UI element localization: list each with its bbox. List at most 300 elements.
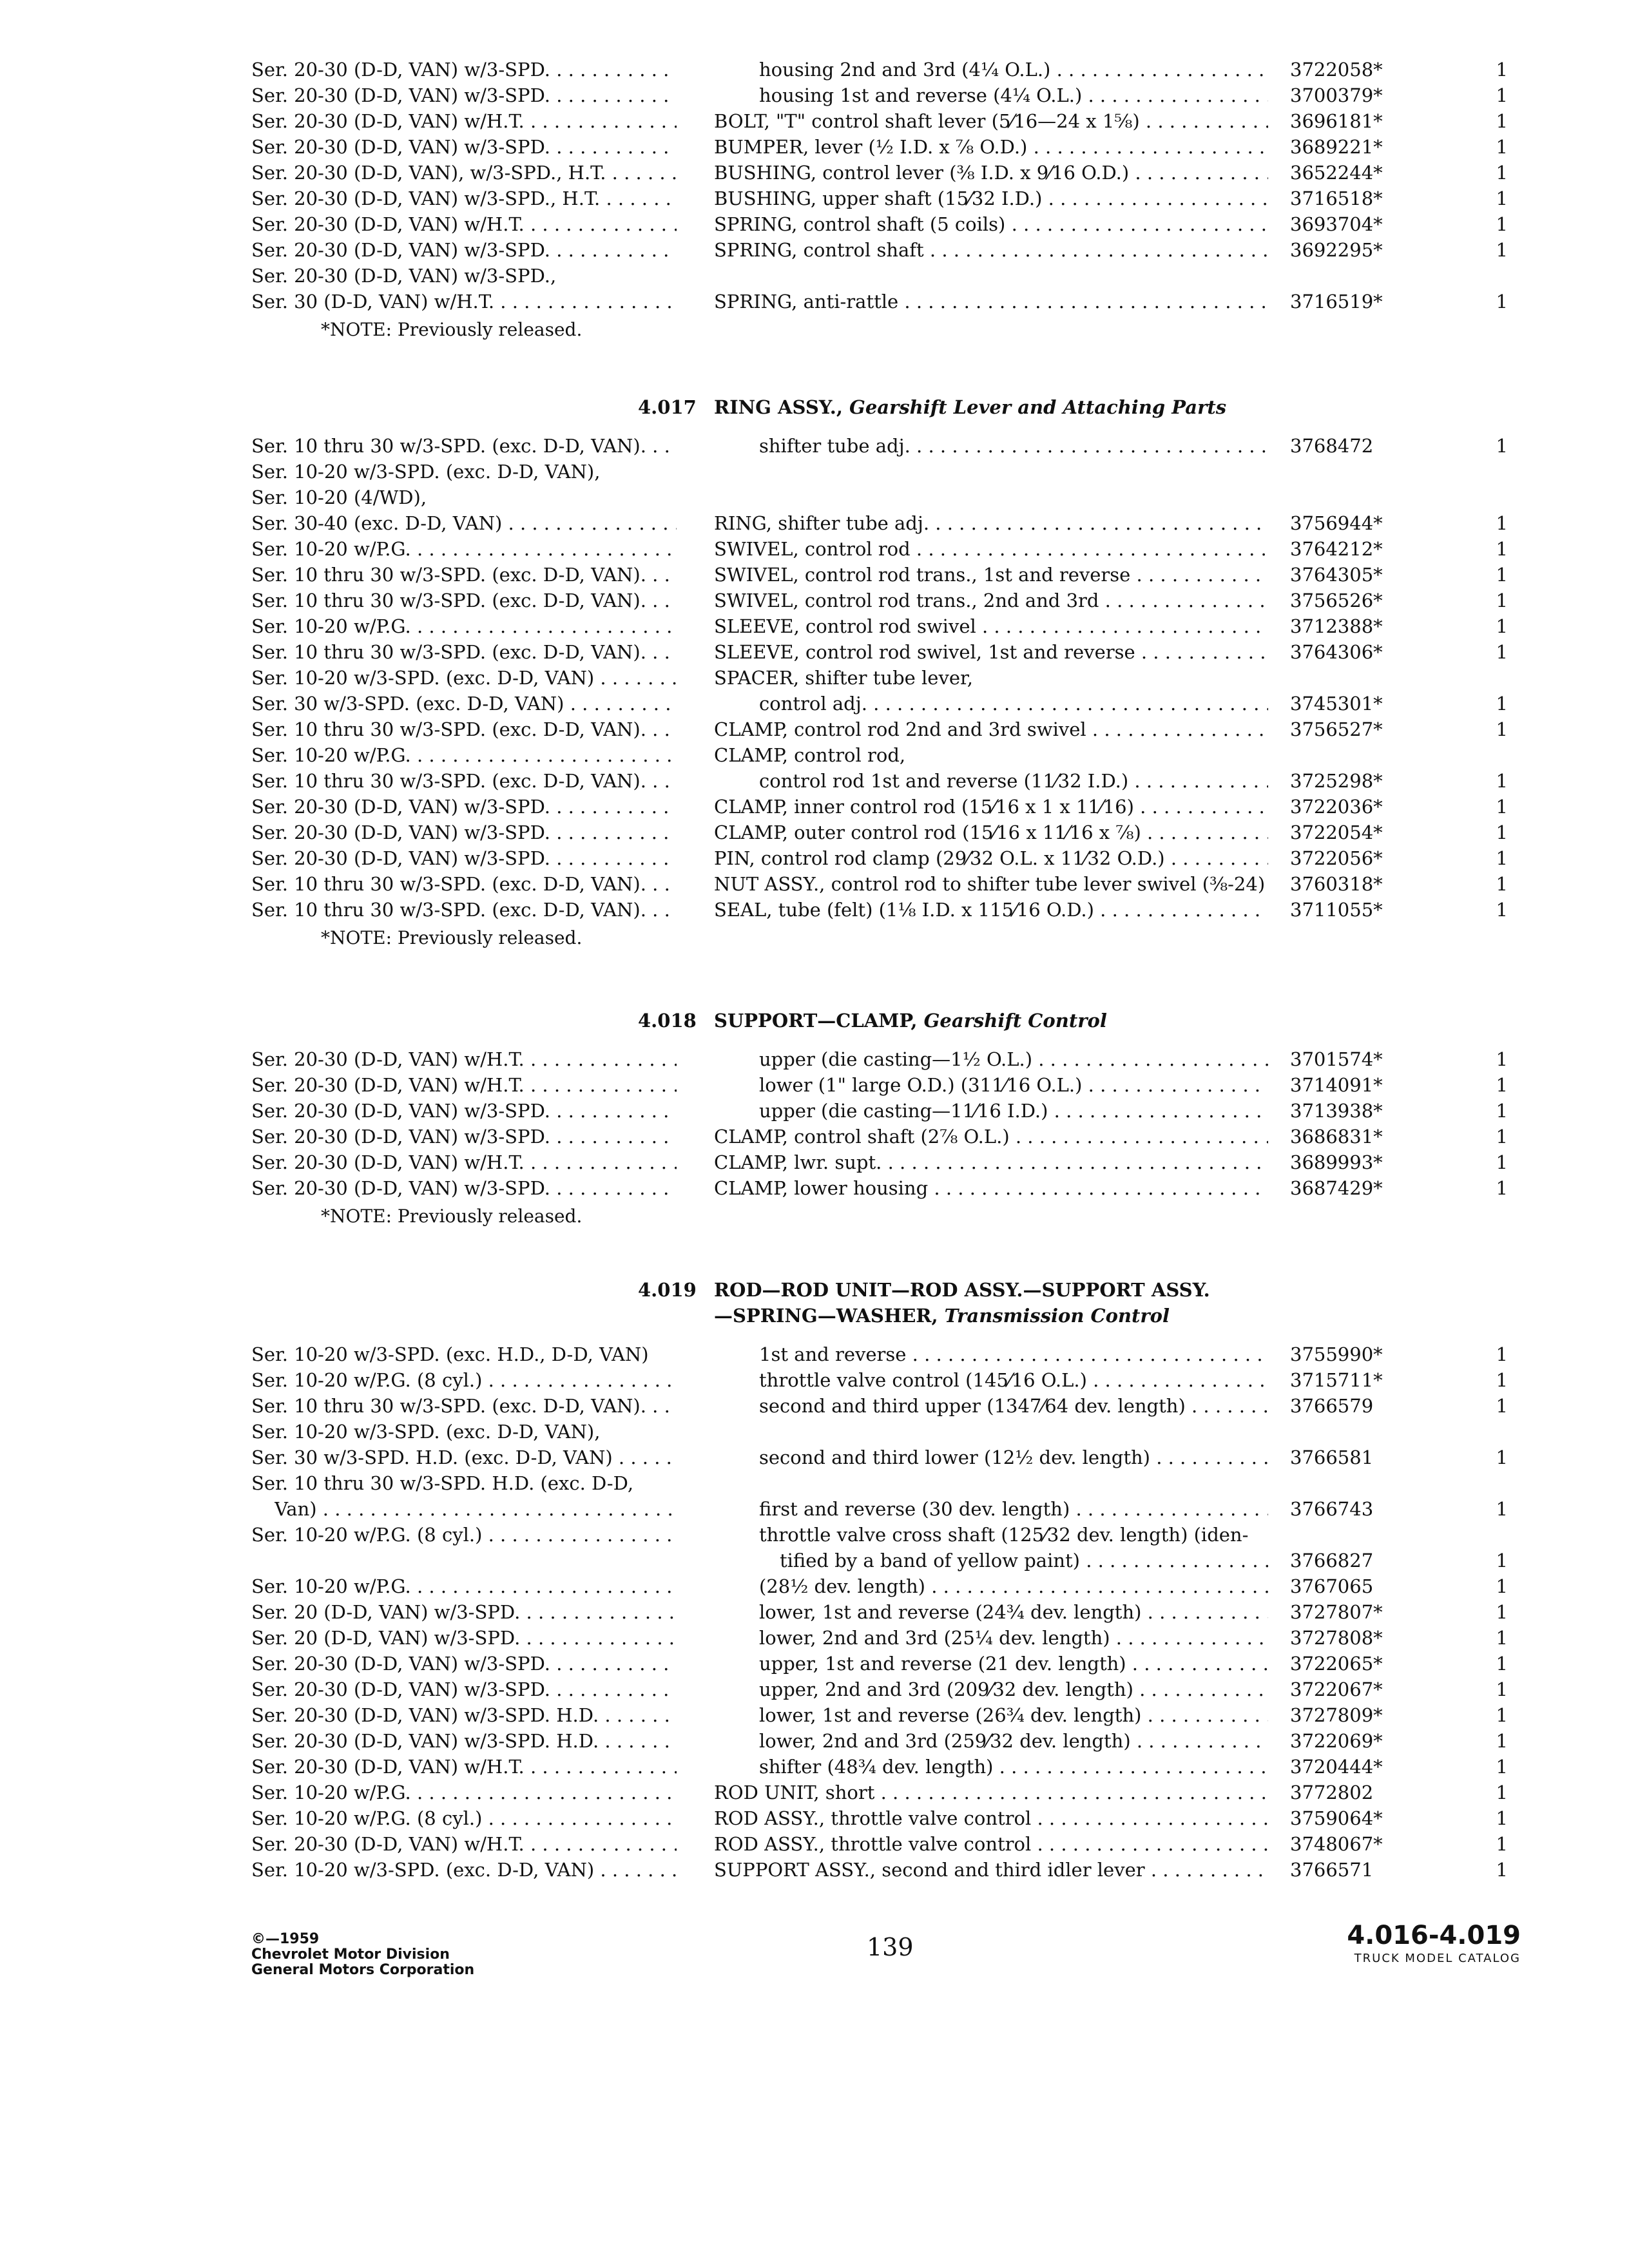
quantity: 1 <box>1496 1550 1508 1571</box>
description-cell <box>714 588 1268 613</box>
series-cell <box>251 1393 677 1419</box>
description-text: SUPPORT ASSY., second and third idler lever . . . <box>714 1859 1268 1881</box>
series-text: Ser. 20-30 (D-D, VAN) w/3-SPD. . . . <box>251 822 677 843</box>
part-number: 3712388* <box>1290 615 1383 637</box>
description-text: SEAL, tube (felt) (1⅛ I.D. x 115⁄16 O.D.) . . . <box>714 899 1268 921</box>
description-text: upper, 1st and reverse (21 dev. length) . . . <box>759 1653 1268 1675</box>
part-number: 3722058* <box>1290 59 1383 81</box>
description-text: CLAMP, outer control rod (15⁄16 x 11⁄16 x ⅞) . . . <box>714 822 1268 843</box>
description-text: CLAMP, lwr. supt. . . . <box>714 1151 1268 1173</box>
quantity: 1 <box>1496 873 1508 895</box>
description-cell <box>714 510 1268 536</box>
quantity: 1 <box>1496 1627 1508 1649</box>
description-cell <box>714 742 1268 768</box>
description-text: CLAMP, lower housing . . . <box>714 1177 1268 1199</box>
series-text: Ser. 20-30 (D-D, VAN) w/3-SPD. . . . <box>251 1678 677 1700</box>
parts-row <box>0 665 1629 691</box>
description-cell <box>714 1780 1268 1805</box>
series-cell <box>251 1445 677 1470</box>
description-cell <box>759 1573 1268 1599</box>
description-cell <box>714 1149 1268 1175</box>
description-text: ROD ASSY., throttle valve control . . . <box>714 1807 1268 1829</box>
quantity: 1 <box>1496 1177 1508 1199</box>
section-title <box>714 1277 1210 1303</box>
part-number: 3768472 <box>1290 435 1374 457</box>
parts-row <box>0 536 1629 562</box>
series-cell <box>251 263 677 289</box>
series-text: Ser. 10-20 w/3-SPD. (exc. D-D, VAN) . . . <box>251 1859 677 1881</box>
part-number: 3689221* <box>1290 136 1383 158</box>
description-cell <box>714 160 1268 186</box>
series-text: Ser. 10 thru 30 w/3-SPD. (exc. D-D, VAN). . . . <box>251 770 677 792</box>
quantity: 1 <box>1496 110 1508 132</box>
quantity: 1 <box>1496 84 1508 106</box>
parts-row <box>0 82 1629 108</box>
quantity: 1 <box>1496 822 1508 843</box>
series-text: Ser. 30 w/3-SPD. (exc. D-D, VAN) . . . <box>251 693 677 715</box>
description-text: second and third upper (1347⁄64 dev. length) . . . <box>759 1395 1268 1417</box>
description-cell <box>714 536 1268 562</box>
series-cell <box>251 820 677 845</box>
parts-row <box>0 1098 1629 1124</box>
quantity: 1 <box>1496 1126 1508 1148</box>
part-number: 3722056* <box>1290 847 1383 869</box>
series-text: Ser. 10-20 w/P.G. (8 cyl.) . . . <box>251 1524 677 1546</box>
series-cell <box>251 613 677 639</box>
series-cell <box>251 510 677 536</box>
parts-row <box>0 510 1629 536</box>
part-number: 3687429* <box>1290 1177 1383 1199</box>
series-text: Ser. 20-30 (D-D, VAN) w/3-SPD. . . . <box>251 796 677 818</box>
series-text: Van) . . . <box>275 1498 677 1520</box>
description-cell <box>714 820 1268 845</box>
quantity: 1 <box>1496 1704 1508 1726</box>
series-cell <box>251 1072 677 1098</box>
description-text: BUMPER, lever (½ I.D. x ⅞ O.D.) . . . <box>714 136 1268 158</box>
series-cell <box>275 1496 677 1522</box>
series-text: Ser. 10-20 w/P.G. . . . <box>251 615 677 637</box>
series-cell <box>251 639 677 665</box>
copyright-corporation: General Motors Corporation <box>251 1962 475 1978</box>
series-text: Ser. 30 w/3-SPD. H.D. (exc. D-D, VAN) . . . <box>251 1446 677 1468</box>
catalog-name: TRUCK MODEL CATALOG <box>1354 1952 1521 1965</box>
series-cell <box>251 562 677 588</box>
description-text: SPRING, anti-rattle . . . <box>714 291 1268 312</box>
description-cell <box>714 613 1268 639</box>
description-cell <box>759 1728 1268 1754</box>
previously-released-note: *NOTE: Previously released. <box>321 319 583 340</box>
series-text: Ser. 10-20 w/3-SPD. (exc. D-D, VAN), <box>251 461 601 483</box>
quantity: 1 <box>1496 1369 1508 1391</box>
quantity: 1 <box>1496 693 1508 715</box>
part-number: 3722065* <box>1290 1653 1383 1675</box>
quantity: 1 <box>1496 1859 1508 1881</box>
series-cell <box>251 1780 677 1805</box>
quantity: 1 <box>1496 615 1508 637</box>
parts-row <box>0 691 1629 716</box>
part-number: 3755990* <box>1290 1343 1383 1365</box>
quantity: 1 <box>1496 1653 1508 1675</box>
section-title-main: ROD—ROD UNIT—ROD ASSY.—SUPPORT ASSY. <box>714 1279 1210 1301</box>
quantity: 1 <box>1496 899 1508 921</box>
parts-row <box>0 263 1629 289</box>
section-title <box>714 1008 1107 1033</box>
description-cell <box>714 289 1268 314</box>
parts-row <box>0 1496 1629 1522</box>
description-cell <box>714 1124 1268 1149</box>
description-cell <box>714 186 1268 211</box>
parts-row <box>0 1175 1629 1201</box>
series-text: Ser. 20-30 (D-D, VAN) w/3-SPD. . . . <box>251 84 677 106</box>
series-cell <box>251 1098 677 1124</box>
description-cell <box>759 1496 1268 1522</box>
parts-row <box>0 1625 1629 1651</box>
quantity: 1 <box>1496 136 1508 158</box>
parts-row <box>0 1651 1629 1677</box>
parts-row <box>0 1702 1629 1728</box>
part-number: 3701574* <box>1290 1048 1383 1070</box>
series-text: Ser. 10-20 w/3-SPD. (exc. D-D, VAN) . . . <box>251 667 677 689</box>
parts-row <box>0 108 1629 134</box>
description-cell <box>714 134 1268 160</box>
series-text: Ser. 10 thru 30 w/3-SPD. (exc. D-D, VAN). . . . <box>251 641 677 663</box>
part-number: 3714091* <box>1290 1074 1383 1096</box>
parts-row <box>0 742 1629 768</box>
description-text: SPRING, control shaft (5 coils) . . . <box>714 213 1268 235</box>
part-number: 3764305* <box>1290 564 1383 586</box>
section-title-main: —SPRING—WASHER, <box>714 1305 945 1327</box>
description-text: upper, 2nd and 3rd (209⁄32 dev. length) . . . <box>759 1678 1268 1700</box>
parts-row <box>0 1754 1629 1780</box>
series-text: Ser. 20-30 (D-D, VAN) w/3-SPD. . . . <box>251 239 677 261</box>
description-text: upper (die casting—1½ O.L.) . . . <box>759 1048 1268 1070</box>
description-text: tified by a band of yellow paint) . . . <box>780 1550 1268 1571</box>
series-text: Ser. 10-20 w/P.G. . . . <box>251 538 677 560</box>
parts-row <box>0 845 1629 871</box>
parts-row <box>0 562 1629 588</box>
description-text: CLAMP, control rod, <box>714 744 906 766</box>
description-text: control adj. . . . <box>759 693 1268 715</box>
description-cell <box>759 1072 1268 1098</box>
series-cell <box>251 433 677 459</box>
series-cell <box>251 485 677 510</box>
part-number: 3756944* <box>1290 512 1383 534</box>
series-text: Ser. 20-30 (D-D, VAN) w/H.T. . . . <box>251 213 677 235</box>
series-text: Ser. 20-30 (D-D, VAN) w/3-SPD. . . . <box>251 136 677 158</box>
quantity: 1 <box>1496 1446 1508 1468</box>
parts-row <box>0 237 1629 263</box>
part-number: 3713938* <box>1290 1100 1383 1122</box>
series-text: Ser. 20-30 (D-D, VAN) w/H.T. . . . <box>251 1074 677 1096</box>
description-text: ROD ASSY., throttle valve control . . . <box>714 1833 1268 1855</box>
parts-row <box>0 639 1629 665</box>
series-cell <box>251 1857 677 1883</box>
description-cell <box>714 211 1268 237</box>
series-text: Ser. 20-30 (D-D, VAN) w/3-SPD. H.D. . . . <box>251 1730 677 1752</box>
series-text: Ser. 10 thru 30 w/3-SPD. (exc. D-D, VAN). . . . <box>251 564 677 586</box>
description-cell <box>759 1393 1268 1419</box>
description-text: SWIVEL, control rod trans., 2nd and 3rd . . . <box>714 590 1268 611</box>
description-text: PIN, control rod clamp (29⁄32 O.L. x 11⁄32 O.D.) . . . <box>714 847 1268 869</box>
description-text: housing 1st and reverse (4¼ O.L.) . . . <box>759 84 1268 106</box>
description-cell <box>759 1522 1268 1548</box>
series-text: Ser. 20-30 (D-D, VAN) w/3-SPD. . . . <box>251 59 677 81</box>
description-text: second and third lower (12½ dev. length) . . . <box>759 1446 1268 1468</box>
series-text: Ser. 20-30 (D-D, VAN) w/H.T. . . . <box>251 1048 677 1070</box>
quantity: 1 <box>1496 770 1508 792</box>
description-cell <box>759 82 1268 108</box>
series-cell <box>251 1419 677 1445</box>
series-text: Ser. 30 (D-D, VAN) w/H.T. . . . <box>251 291 677 312</box>
description-cell <box>714 716 1268 742</box>
section-title-line2 <box>714 1303 1170 1329</box>
series-text: Ser. 10-20 w/P.G. . . . <box>251 744 677 766</box>
quantity: 1 <box>1496 1343 1508 1365</box>
quantity: 1 <box>1496 187 1508 209</box>
series-cell <box>251 588 677 613</box>
quantity: 1 <box>1496 1395 1508 1417</box>
parts-row <box>0 1599 1629 1625</box>
series-text: Ser. 10-20 w/P.G. (8 cyl.) . . . <box>251 1369 677 1391</box>
part-number: 3722054* <box>1290 822 1383 843</box>
quantity: 1 <box>1496 847 1508 869</box>
parts-row <box>0 1831 1629 1857</box>
series-cell <box>251 211 677 237</box>
section-title <box>714 394 1226 420</box>
page-number: 139 <box>867 1933 914 1961</box>
description-text: NUT ASSY., control rod to shifter tube lever swivel (⅜-24) <box>714 873 1266 895</box>
series-cell <box>251 1522 677 1548</box>
series-text: Ser. 20-30 (D-D, VAN) w/3-SPD., H.T. . . . <box>251 187 677 209</box>
series-text: Ser. 20-30 (D-D, VAN) w/H.T. . . . <box>251 110 677 132</box>
series-text: Ser. 20-30 (D-D, VAN) w/H.T. . . . <box>251 1756 677 1778</box>
part-number: 3722069* <box>1290 1730 1383 1752</box>
description-text: throttle valve control (145⁄16 O.L.) . . . <box>759 1369 1268 1391</box>
description-cell <box>714 897 1268 923</box>
parts-row <box>0 186 1629 211</box>
quantity: 1 <box>1496 1498 1508 1520</box>
description-text: 1st and reverse . . . <box>759 1343 1268 1365</box>
parts-row <box>0 459 1629 485</box>
series-cell <box>251 897 677 923</box>
series-cell <box>251 1573 677 1599</box>
parts-row <box>0 1522 1629 1548</box>
part-number: 3756526* <box>1290 590 1383 611</box>
series-cell <box>251 1805 677 1831</box>
parts-row <box>0 1728 1629 1754</box>
series-cell <box>251 237 677 263</box>
quantity: 1 <box>1496 162 1508 184</box>
parts-row <box>0 1124 1629 1149</box>
series-cell <box>251 1754 677 1780</box>
part-number: 3766571 <box>1290 1859 1374 1881</box>
quantity: 1 <box>1496 1678 1508 1700</box>
description-cell <box>714 1831 1268 1857</box>
series-text: Ser. 20-30 (D-D, VAN) w/3-SPD. H.D. . . . <box>251 1704 677 1726</box>
parts-row <box>0 1445 1629 1470</box>
description-cell <box>714 1857 1268 1883</box>
series-cell <box>251 1341 677 1367</box>
description-text: SPACER, shifter tube lever, <box>714 667 973 689</box>
quantity: 1 <box>1496 239 1508 261</box>
parts-row <box>0 1419 1629 1445</box>
description-text: SWIVEL, control rod . . . <box>714 538 1268 560</box>
series-cell <box>251 1677 677 1702</box>
part-number: 3748067* <box>1290 1833 1383 1855</box>
quantity: 1 <box>1496 512 1508 534</box>
part-number: 3700379* <box>1290 84 1383 106</box>
description-text: CLAMP, control shaft (2⅞ O.L.) . . . <box>714 1126 1268 1148</box>
quantity: 1 <box>1496 1074 1508 1096</box>
quantity: 1 <box>1496 1151 1508 1173</box>
part-number: 3766581 <box>1290 1446 1374 1468</box>
series-cell <box>251 1651 677 1677</box>
part-number: 3696181* <box>1290 110 1383 132</box>
part-number: 3745301* <box>1290 693 1383 715</box>
series-text: Ser. 20-30 (D-D, VAN) w/3-SPD. . . . <box>251 1653 677 1675</box>
description-cell <box>714 108 1268 134</box>
parts-row <box>0 613 1629 639</box>
part-number: 3716519* <box>1290 291 1383 312</box>
series-cell <box>251 1367 677 1393</box>
series-cell <box>251 691 677 716</box>
series-text: Ser. 30-40 (exc. D-D, VAN) . . . <box>251 512 677 534</box>
quantity: 1 <box>1496 1575 1508 1597</box>
part-number: 3720444* <box>1290 1756 1383 1778</box>
section-number: 4.017 <box>638 396 697 418</box>
parts-row <box>0 134 1629 160</box>
part-number: 3725298* <box>1290 770 1383 792</box>
series-text: Ser. 10-20 w/P.G. . . . <box>251 1782 677 1803</box>
description-text: lower (1" large O.D.) (311⁄16 O.L.) . . . <box>759 1074 1268 1096</box>
description-cell <box>759 57 1268 82</box>
parts-row <box>0 1149 1629 1175</box>
series-cell <box>251 186 677 211</box>
description-cell <box>714 1805 1268 1831</box>
description-cell <box>759 1651 1268 1677</box>
quantity: 1 <box>1496 59 1508 81</box>
series-text: Ser. 20 (D-D, VAN) w/3-SPD. . . . <box>251 1601 677 1623</box>
quantity: 1 <box>1496 538 1508 560</box>
parts-row <box>0 433 1629 459</box>
series-text: Ser. 20-30 (D-D, VAN), w/3-SPD., H.T. . . . <box>251 162 677 184</box>
series-cell <box>251 82 677 108</box>
description-cell <box>759 1677 1268 1702</box>
series-text: Ser. 20-30 (D-D, VAN) w/3-SPD. . . . <box>251 847 677 869</box>
description-cell <box>780 1548 1268 1573</box>
series-cell <box>251 1124 677 1149</box>
description-cell <box>759 1625 1268 1651</box>
parts-row <box>0 57 1629 82</box>
part-number: 3764306* <box>1290 641 1383 663</box>
part-number: 3760318* <box>1290 873 1383 895</box>
series-cell <box>251 1149 677 1175</box>
part-number: 3711055* <box>1290 899 1383 921</box>
series-text: Ser. 20-30 (D-D, VAN) w/H.T. . . . <box>251 1151 677 1173</box>
series-text: Ser. 20-30 (D-D, VAN) w/3-SPD. . . . <box>251 1126 677 1148</box>
series-cell <box>251 1625 677 1651</box>
description-text: lower, 2nd and 3rd (25¼ dev. length) . . . <box>759 1627 1268 1649</box>
description-text: shifter (48¾ dev. length) . . . <box>759 1756 1268 1778</box>
section-title-sub: Transmission Control <box>944 1305 1170 1327</box>
part-number: 3766743 <box>1290 1498 1374 1520</box>
part-number: 3766827 <box>1290 1550 1374 1571</box>
part-number: 3652244* <box>1290 162 1383 184</box>
series-text: Ser. 10 thru 30 w/3-SPD. (exc. D-D, VAN). . . . <box>251 435 677 457</box>
series-cell <box>251 134 677 160</box>
parts-row <box>0 1780 1629 1805</box>
part-number: 3772802 <box>1290 1782 1374 1803</box>
series-text: Ser. 10 thru 30 w/3-SPD. (exc. D-D, VAN). . . . <box>251 1395 677 1417</box>
description-cell <box>714 845 1268 871</box>
part-number: 3766579 <box>1290 1395 1374 1417</box>
series-cell <box>251 536 677 562</box>
section-number: 4.019 <box>638 1279 697 1301</box>
part-number: 3727808* <box>1290 1627 1383 1649</box>
previously-released-note: *NOTE: Previously released. <box>321 927 583 948</box>
part-number: 3756527* <box>1290 718 1383 740</box>
series-cell <box>251 1831 677 1857</box>
parts-row <box>0 820 1629 845</box>
series-text: Ser. 20 (D-D, VAN) w/3-SPD. . . . <box>251 1627 677 1649</box>
quantity: 1 <box>1496 641 1508 663</box>
description-text: SWIVEL, control rod trans., 1st and reverse . . . <box>714 564 1268 586</box>
description-cell <box>759 768 1268 794</box>
description-text: BOLT, "T" control shaft lever (5⁄16—24 x 1⅝) . . . <box>714 110 1268 132</box>
parts-row <box>0 588 1629 613</box>
series-cell <box>251 716 677 742</box>
parts-row <box>0 768 1629 794</box>
description-cell <box>759 1046 1268 1072</box>
series-cell <box>251 742 677 768</box>
series-cell <box>251 1728 677 1754</box>
description-text: SLEEVE, control rod swivel, 1st and reverse . . . <box>714 641 1268 663</box>
series-text: Ser. 10 thru 30 w/3-SPD. (exc. D-D, VAN). . . . <box>251 899 677 921</box>
description-cell <box>714 639 1268 665</box>
description-cell <box>759 1341 1268 1367</box>
parts-row <box>0 1341 1629 1367</box>
part-number: 3767065 <box>1290 1575 1374 1597</box>
series-text: Ser. 10-20 w/3-SPD. (exc. H.D., D-D, VAN) <box>251 1343 649 1365</box>
parts-row <box>0 1393 1629 1419</box>
quantity: 1 <box>1496 1807 1508 1829</box>
description-text: first and reverse (30 dev. length) . . . <box>759 1498 1268 1520</box>
series-cell <box>251 289 677 314</box>
description-text: RING, shifter tube adj. . . . <box>714 512 1268 534</box>
quantity: 1 <box>1496 291 1508 312</box>
description-cell <box>759 1599 1268 1625</box>
description-text: housing 2nd and 3rd (4¼ O.L.) . . . <box>759 59 1268 81</box>
series-text: Ser. 10 thru 30 w/3-SPD. (exc. D-D, VAN). . . . <box>251 873 677 895</box>
series-cell <box>251 459 677 485</box>
series-text: Ser. 20-30 (D-D, VAN) w/H.T. . . . <box>251 1833 677 1855</box>
quantity: 1 <box>1496 1601 1508 1623</box>
description-cell <box>714 665 1268 691</box>
parts-row <box>0 1573 1629 1599</box>
part-number: 3759064* <box>1290 1807 1383 1829</box>
series-cell <box>251 1175 677 1201</box>
section-title-main: RING ASSY., <box>714 396 850 418</box>
description-text: SPRING, control shaft . . . <box>714 239 1268 261</box>
part-number: 3689993* <box>1290 1151 1383 1173</box>
description-text: throttle valve cross shaft (125⁄32 dev. length) (iden- <box>759 1524 1249 1546</box>
series-text: Ser. 10-20 (4/WD), <box>251 486 427 508</box>
series-cell <box>251 665 677 691</box>
description-text: lower, 2nd and 3rd (259⁄32 dev. length) . . . <box>759 1730 1268 1752</box>
description-cell <box>759 1445 1268 1470</box>
section-title-main: SUPPORT—CLAMP, <box>714 1010 924 1032</box>
description-text: CLAMP, inner control rod (15⁄16 x 1 x 11⁄16) . . . <box>714 796 1268 818</box>
